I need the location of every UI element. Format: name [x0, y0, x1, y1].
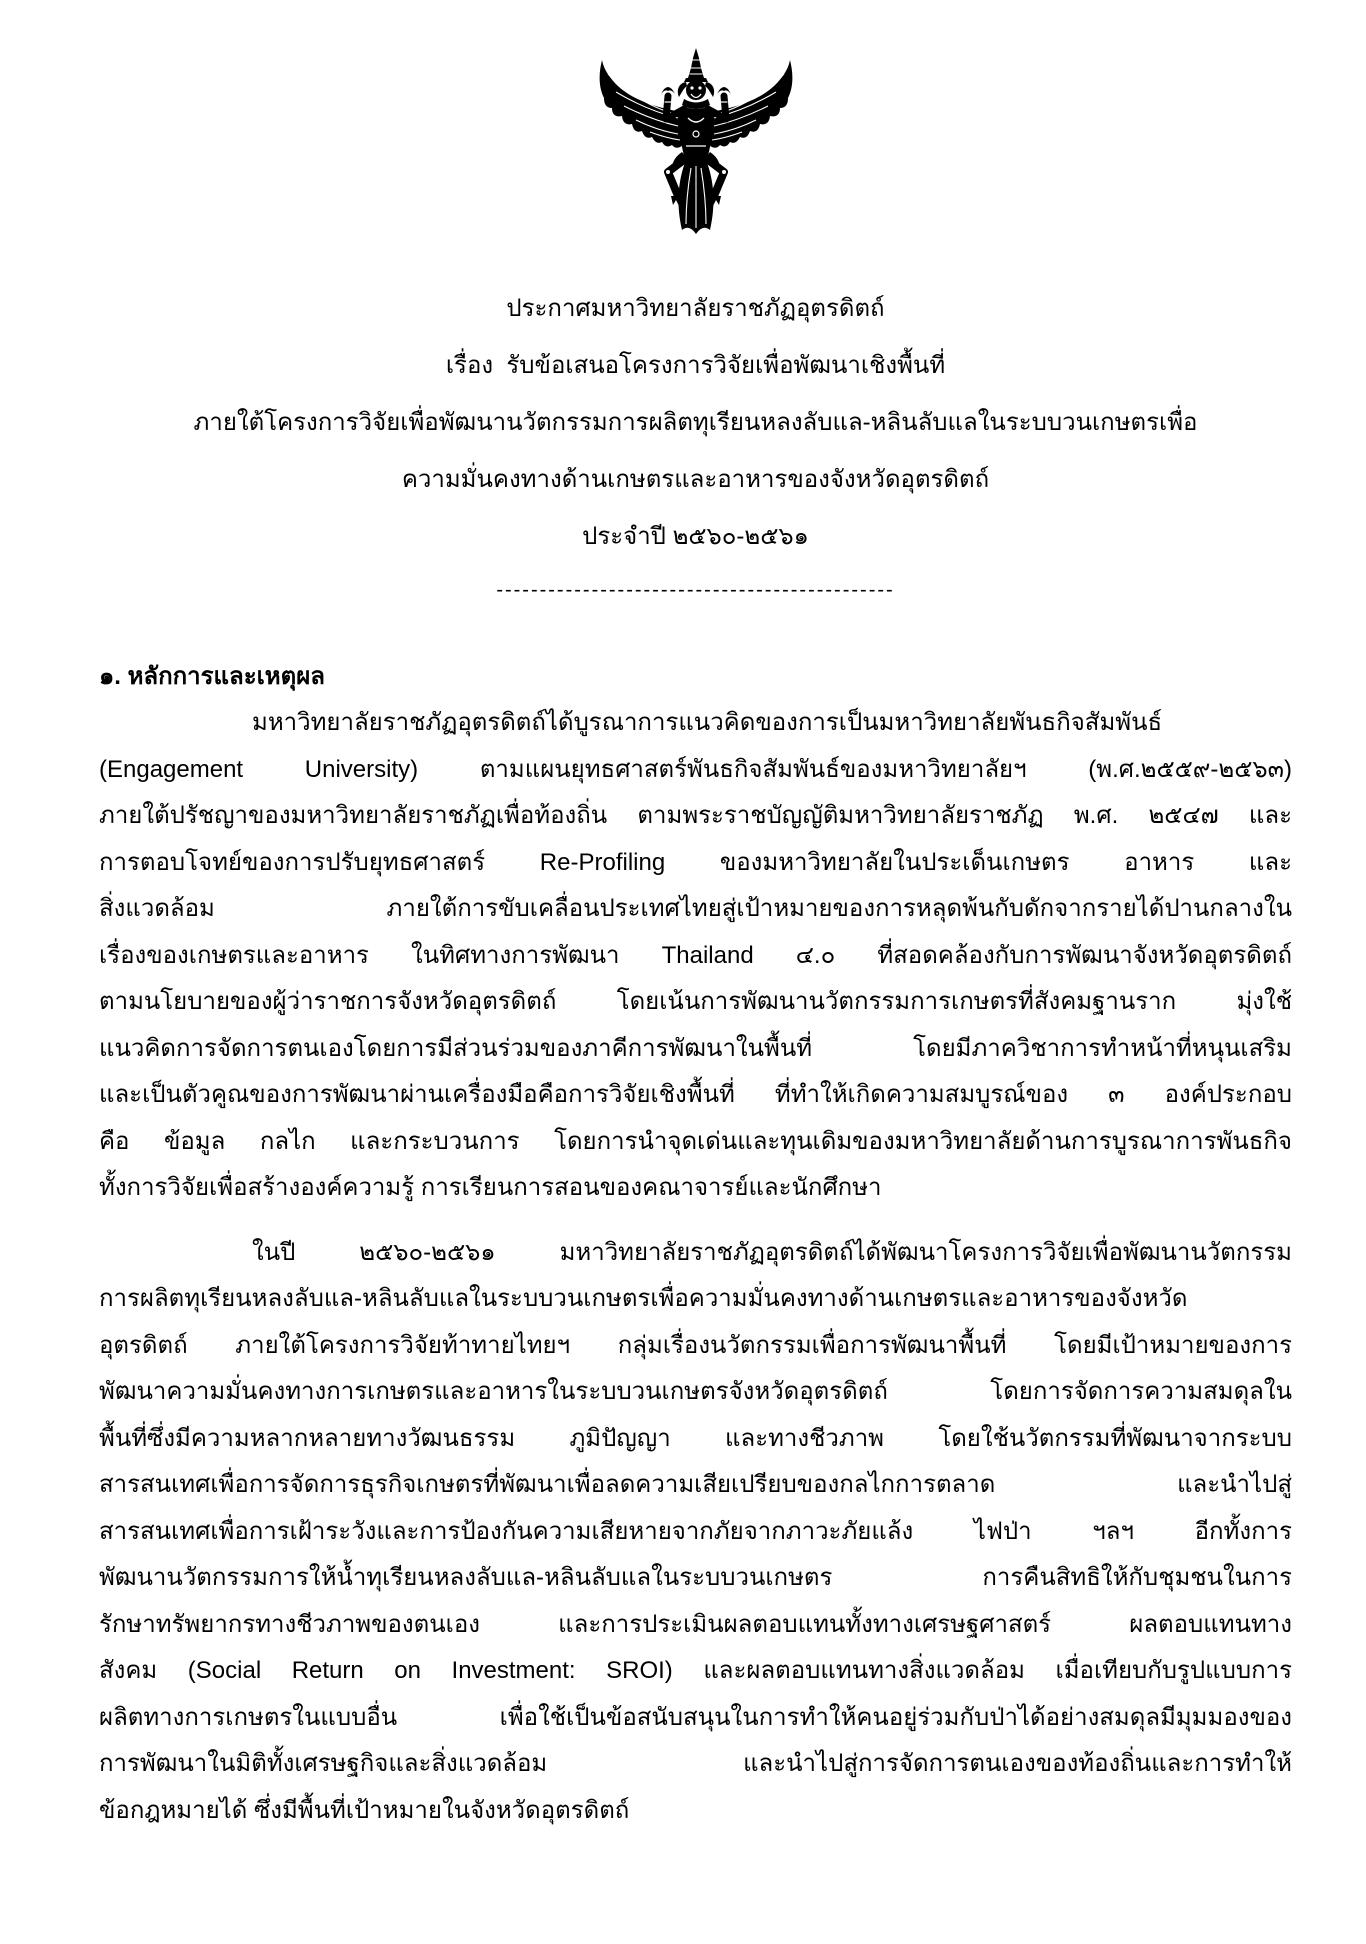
- paragraph-1: [99, 700, 1292, 1212]
- paragraph-line: พัฒนานวัตกรรมการให้น้ำทุเรียนหลงลับแล-หลินลับแลในระบบวนเกษตร การคืนสิทธิให้กับชุมชนในการ: [99, 1564, 1292, 1591]
- paragraph-line: เรื่องของเกษตรและอาหาร ในทิศทางการพัฒนา Thailand ๔.๐ ที่สอดคล้องกับการพัฒนาจังหวัดอุตรดิตถ์: [99, 941, 1292, 969]
- left-eye: [690, 86, 693, 89]
- paragraph-line: ภายใต้ปรัชญาของมหาวิทยาลัยราชภัฏเพื่อท้องถิ่น ตามพระราชบัญญัติมหาวิทยาลัยราชภัฏ พ.ศ. ๒๕๔๗ และ: [99, 802, 1292, 829]
- torso: [679, 106, 713, 160]
- project-title-line: ภายใต้โครงการวิจัยเพื่อพัฒนานวัตกรรมการผลิตทุเรียนหลงลับแล-หลินลับแลในระบบวนเกษตรเพื่อ: [193, 409, 1198, 436]
- paragraph-line: สารสนเทศเพื่อการเฝ้าระวังและการป้องกันความเสียหายจากภัยจากภาวะภัยแล้ง ไฟป่า ฯลฯ อีกทั้งการ: [99, 1517, 1292, 1545]
- paragraph-line: พัฒนาความมั่นคงทางการเกษตรและอาหารในระบบวนเกษตรจังหวัดอุตรดิตถ์ โดยการจัดการความสมดุลใน: [99, 1378, 1292, 1405]
- emblem-left-half: [600, 60, 689, 206]
- paragraph-line: ผลิตทางการเกษตรในแบบอื่น เพื่อใช้เป็นข้อสนับสนุนในการทำให้คนอยู่ร่วมกับป่าได้อย่างสมดุลมีมุมมองของ: [99, 1703, 1292, 1731]
- announcement-title: ประกาศมหาวิทยาลัยราชภัฏอุตรดิตถ์: [506, 295, 885, 322]
- paragraph-line: ทั้งการวิจัยเพื่อสร้างองค์ความรู้ การเรียนการสอนของคณาจารย์และนักศึกษา: [99, 1174, 882, 1201]
- knee-ornament: [666, 170, 670, 174]
- section-heading: ๑. หลักการและเหตุผล: [99, 663, 325, 690]
- emblem-right-half: [703, 60, 792, 206]
- wing: [600, 60, 684, 148]
- paragraph-line: การพัฒนาในมิติทั้งเศรษฐกิจและสิ่งแวดล้อม และนำไปสู่การจัดการตนเองของท้องถิ่นและการทำให้: [99, 1750, 1292, 1777]
- garuda-emblem: [596, 48, 796, 238]
- paragraph-line: (Engagement University) ตามแผนยุทธศาสตร์พันธกิจสัมพันธ์ของมหาวิทยาลัยฯ (พ.ศ.๒๕๕๙-๒๕๖๓): [99, 755, 1292, 783]
- paragraph-line: สิ่งแวดล้อม ภายใต้การขับเคลื่อนประเทศไทยสู่เป้าหมายของการหลุดพ้นกับดักจากรายได้ปานกลางใน: [99, 895, 1292, 922]
- paragraph-line: พื้นที่ซึ่งมีความหลากหลายทางวัฒนธรรม ภูมิปัญญา และทางชีวภาพ โดยใช้นวัตกรรมที่พัฒนาจากระบบ: [99, 1424, 1292, 1452]
- paragraph-line: สังคม (Social Return on Investment: SROI) และผลตอบแทนทางสิ่งแวดล้อม เมื่อเทียบกับรูปแบบการ: [99, 1657, 1292, 1684]
- document-body: [99, 654, 1292, 1834]
- project-title-line: ความมั่นคงทางด้านเกษตรและอาหารของจังหวัดอุตรดิตถ์: [401, 466, 990, 493]
- announcement-header: [99, 280, 1292, 565]
- crown-base: [684, 78, 708, 82]
- fiscal-year: ประจำปี ๒๕๖๐-๒๕๖๑: [582, 523, 809, 550]
- right-eye: [698, 86, 701, 89]
- paragraph-line: คือ ข้อมูล กลไก และกระบวนการ โดยการนำจุดเด่นและทุนเดิมของมหาวิทยาลัยด้านการบูรณาการพันธกิจ: [99, 1127, 1292, 1155]
- paragraph-line: ตามนโยบายของผู้ว่าราชการจังหวัดอุตรดิตถ์ โดยเน้นการพัฒนานวัตกรรมการเกษตรที่สังคมฐานราก มุ่งใช้: [99, 988, 1292, 1015]
- paragraph-2: [99, 1230, 1292, 1835]
- paragraph-line: สารสนเทศเพื่อการจัดการธุรกิจเกษตรที่พัฒนาเพื่อลดความเสียเปรียบของกลไกการตลาด และนำไปสู่: [99, 1471, 1292, 1498]
- paragraph-line: แนวคิดการจัดการตนเองโดยการมีส่วนร่วมของภาคีการพัฒนาในพื้นที่ โดยมีภาควิชาการทำหน้าที่หนุนเสริม: [99, 1034, 1292, 1062]
- paragraph-line: การตอบโจทย์ของการปรับยุทธศาสตร์ Re-Profiling ของมหาวิทยาลัยในประเด็นเกษตร อาหาร และ: [99, 848, 1292, 876]
- paragraph-line: รักษาทรัพยากรทางชีวภาพของตนเอง และการประเมินผลตอบแทนทั้งทางเศรษฐศาสตร์ ผลตอบแทนทาง: [99, 1610, 1292, 1638]
- dashed-separator: ----------------------------------------------: [496, 579, 895, 601]
- paragraph-line: ในปี ๒๕๖๐-๒๕๖๑ มหาวิทยาลัยราชภัฏอุตรดิตถ์ได้พัฒนาโครงการวิจัยเพื่อพัฒนานวัตกรรม: [252, 1238, 1292, 1266]
- paragraph-line: ข้อกฎหมายได้ ซึ่งมีพื้นที่เป้าหมายในจังหวัดอุตรดิตถ์: [99, 1796, 630, 1824]
- paragraph-line: อุตรดิตถ์ ภายใต้โครงการวิจัยท้าทายไทยฯ กลุ่มเรื่องนวัตกรรมเพื่อการพัฒนาพื้นที่ โดยมีเป้าหมายของการ: [99, 1331, 1292, 1359]
- paragraph-line: และเป็นตัวคูณของการพัฒนาผ่านเครื่องมือคือการวิจัยเชิงพื้นที่ ที่ทำให้เกิดความสมบูรณ์ของ ๓ องค์ประกอบ: [99, 1081, 1292, 1108]
- paragraph-line: การผลิตทุเรียนหลงลับแล-หลินลับแลในระบบวนเกษตรเพื่อความมั่นคงทางด้านเกษตรและอาหารของจังหวัด: [99, 1285, 1188, 1312]
- announcement-subject: เรื่อง รับข้อเสนอโครงการวิจัยเพื่อพัฒนาเชิงพื้นที่: [445, 352, 946, 379]
- paragraph-line: มหาวิทยาลัยราชภัฏอุตรดิตถ์ได้บูรณาการแนวคิดของการเป็นมหาวิทยาลัยพันธกิจสัมพันธ์: [252, 709, 1163, 736]
- ear-ornament: [678, 82, 687, 97]
